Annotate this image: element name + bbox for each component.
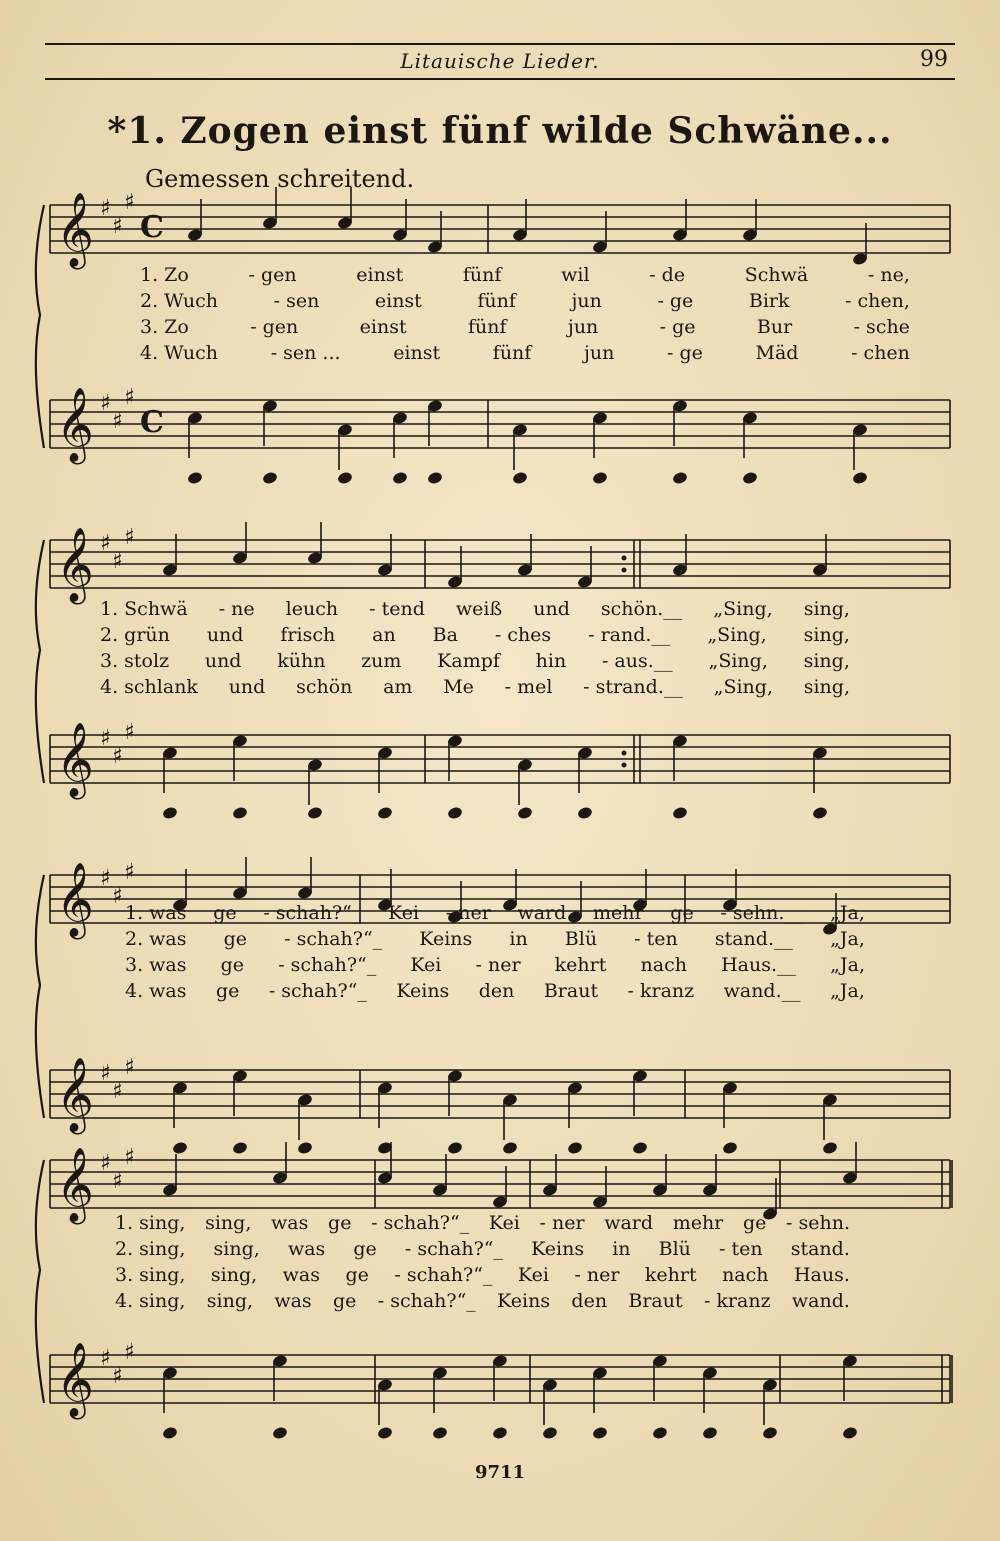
lyric-syllable: den (478, 980, 515, 1002)
lyric-syllable: „Sing, (713, 676, 773, 698)
sharp-icon: ♯ (100, 1061, 111, 1086)
lyric-syllable: - de (649, 264, 686, 286)
lyric-syllable: ge (328, 1212, 352, 1234)
song-title: *1. Zogen einst fünf wilde Schwäne... (107, 110, 893, 152)
verse-line-1 (100, 596, 850, 622)
lyric-syllable: - chen, (845, 290, 910, 312)
lyric-syllable: - strand.__ (583, 676, 683, 698)
lyric-syllable: Kei (388, 902, 420, 924)
lyric-syllable: was (287, 1238, 326, 1260)
system-brace (36, 1160, 44, 1403)
lyric-syllable: Blü (658, 1238, 691, 1260)
bass-note-head (672, 806, 689, 821)
lyric-syllable: jun (567, 316, 599, 338)
lyric-syllable: ge (215, 980, 240, 1002)
treble-clef-icon: 𝄞 (56, 193, 94, 267)
sharp-icon: ♯ (112, 1364, 123, 1389)
bass-note-head (492, 1426, 509, 1441)
lyric-syllable: sing, (803, 598, 850, 620)
sharp-icon: ♯ (124, 1145, 135, 1170)
lyric-syllable: 4. was (125, 980, 187, 1002)
bass-note-head (162, 1426, 179, 1441)
lyric-syllable: Birk (748, 290, 790, 312)
lyric-syllable: - tend (369, 598, 425, 620)
verse-line-4 (115, 1288, 850, 1314)
bass-note-head (432, 1426, 449, 1441)
lyric-syllable: Schwä (744, 264, 809, 286)
lyric-syllable: und (204, 650, 242, 672)
bass-note-head (232, 806, 249, 821)
lyric-syllable: - ne (218, 598, 255, 620)
sharp-icon: ♯ (124, 525, 135, 550)
lyric-syllable: in (612, 1238, 631, 1260)
lyric-syllable: und (228, 676, 266, 698)
lyric-syllable: sing, (210, 1264, 258, 1286)
lyric-syllable: und (206, 624, 244, 646)
lyric-syllable: nach (640, 954, 687, 976)
bass-note-head (577, 806, 594, 821)
sharp-icon: ♯ (100, 391, 111, 416)
lyric-syllable: zum (361, 650, 402, 672)
lyric-syllable: - kranz (627, 980, 695, 1002)
bass-note-head (512, 471, 529, 486)
lyric-syllable: ge (670, 902, 694, 924)
sharp-icon: ♯ (100, 1346, 111, 1371)
sharp-icon: ♯ (100, 726, 111, 751)
treble-clef-icon: 𝄞 (56, 1343, 94, 1417)
lyric-syllable: 3. stolz (100, 650, 170, 672)
sharp-icon: ♯ (112, 1169, 123, 1194)
treble-clef-icon: 𝄞 (56, 1148, 94, 1222)
voice-staff (50, 187, 950, 270)
lyric-syllable: - schah?“_ (377, 1290, 476, 1312)
lyric-syllable: ge (742, 1212, 767, 1234)
lyric-syllable: „Sing, (713, 598, 773, 620)
lyric-syllable: ge (345, 1264, 369, 1286)
lyric-syllable: - aus.__ (601, 650, 673, 672)
piano-staff (50, 720, 950, 820)
running-title: Litauische Lieder. (400, 49, 600, 73)
verse-line-2 (125, 926, 865, 952)
lyric-syllable: ge (220, 954, 245, 976)
piano-staff (50, 1340, 952, 1440)
bass-note-head (812, 806, 829, 821)
lyric-syllable: stand.__ (714, 928, 793, 950)
lyric-syllable: ward (517, 902, 567, 924)
lyric-syllable: schön.__ (600, 598, 683, 620)
bass-note-head (307, 806, 324, 821)
bass-note-head (852, 471, 869, 486)
lyric-syllable: „Ja, (830, 980, 865, 1002)
lyric-syllable: - sche (853, 316, 910, 338)
lyric-syllable: kehrt (644, 1264, 697, 1286)
bass-note-head (762, 1426, 779, 1441)
lyric-syllable: Blü (564, 928, 598, 950)
sharp-icon: ♯ (124, 1055, 135, 1080)
lyric-syllable: einst (374, 290, 422, 312)
lyric-syllable: ge (223, 928, 248, 950)
lyric-syllable: 2. Wuch (140, 290, 219, 312)
system-brace (36, 875, 44, 1118)
lyric-syllable: - ge (659, 316, 696, 338)
lyric-syllable: sing, (213, 1238, 260, 1260)
lyric-syllable: einst (393, 342, 441, 364)
lyric-syllable: in (509, 928, 528, 950)
lyric-syllable: Kampf (437, 650, 500, 672)
verse-line-3 (100, 648, 850, 674)
verse-line-3 (140, 314, 910, 340)
lyric-syllable: ge (353, 1238, 377, 1260)
lyric-syllable: - kranz (703, 1290, 771, 1312)
lyric-syllable: 3. Zo (140, 316, 189, 338)
lyric-syllable: Keins (419, 928, 473, 950)
lyric-syllable: - schah?“_ (404, 1238, 503, 1260)
lyric-syllable: den (571, 1290, 608, 1312)
bass-note-head (272, 1426, 289, 1441)
lyric-syllable: sing, (205, 1212, 252, 1234)
lyrics-system-3 (125, 900, 865, 1004)
lyric-syllable: frisch (280, 624, 336, 646)
lyric-syllable: „Ja, (830, 902, 865, 924)
lyric-syllable: „Ja, (830, 954, 865, 976)
bass-note-head (592, 471, 609, 486)
lyric-syllable: was (274, 1290, 312, 1312)
verse-line-4 (100, 674, 850, 700)
lyric-syllable: jun (571, 290, 602, 312)
sharp-icon: ♯ (124, 720, 135, 745)
lyric-syllable: - schah?“_ (284, 928, 383, 950)
bass-note-head (517, 806, 534, 821)
bass-note-head (542, 1426, 559, 1441)
lyric-syllable: - ches (494, 624, 552, 646)
bass-note-head (652, 1426, 669, 1441)
bass-note-head (447, 806, 464, 821)
verse-line-4 (140, 340, 910, 366)
lyric-syllable: 4. sing, (115, 1290, 186, 1312)
lyric-syllable: Haus.__ (721, 954, 797, 976)
sharp-icon: ♯ (124, 385, 135, 410)
bass-note-head (702, 1426, 719, 1441)
lyric-syllable: wand. (791, 1290, 850, 1312)
lyric-syllable: ge (213, 902, 237, 924)
lyric-syllable: mehr (593, 902, 644, 924)
system-brace (36, 205, 44, 448)
system-brace (36, 540, 44, 783)
sharp-icon: ♯ (124, 860, 135, 885)
lyric-syllable: - ge (657, 290, 694, 312)
treble-clef-icon: 𝄞 (56, 1058, 94, 1132)
lyric-syllable: wand.__ (723, 980, 801, 1002)
lyric-syllable: 3. sing, (115, 1264, 186, 1286)
lyric-syllable: jun (583, 342, 615, 364)
sharp-icon: ♯ (100, 531, 111, 556)
lyric-syllable: weiß (455, 598, 503, 620)
lyric-syllable: Braut (628, 1290, 683, 1312)
bass-note-head (377, 1426, 394, 1441)
lyric-syllable: kehrt (554, 954, 607, 976)
lyric-syllable: - schah?“_ (371, 1212, 470, 1234)
lyric-syllable: - mel (504, 676, 553, 698)
lyric-syllable: was (282, 1264, 320, 1286)
lyric-syllable: 2. was (125, 928, 187, 950)
lyric-syllable: kühn (277, 650, 326, 672)
verse-line-3 (125, 952, 865, 978)
sharp-icon: ♯ (100, 1151, 111, 1176)
lyric-syllable: Kei (517, 1264, 549, 1286)
lyric-syllable: an (372, 624, 396, 646)
piano-staff (50, 385, 950, 485)
lyric-syllable: einst (356, 264, 404, 286)
lyric-syllable: fünf (477, 290, 516, 312)
lyric-syllable: - sehn. (786, 1212, 850, 1234)
verse-line-2 (115, 1236, 850, 1262)
bass-note-head (592, 1426, 609, 1441)
bass-note-head (392, 471, 409, 486)
lyric-syllable: - ten (719, 1238, 763, 1260)
lyric-syllable: 2. grün (100, 624, 170, 646)
header-rule-bottom (45, 78, 955, 80)
treble-clef-icon: 𝄞 (56, 388, 94, 462)
lyric-syllable: leuch (285, 598, 339, 620)
lyric-syllable: 1. was (125, 902, 187, 924)
bass-note-head (187, 471, 204, 486)
lyric-syllable: - ne, (867, 264, 910, 286)
sharp-icon: ♯ (112, 744, 123, 769)
lyrics-system-2 (100, 596, 850, 700)
sharp-icon: ♯ (112, 409, 123, 434)
lyric-syllable: - schah?“_ (268, 980, 367, 1002)
lyric-syllable: - schah?“_ (263, 902, 362, 924)
lyric-syllable: 3. was (125, 954, 187, 976)
lyric-syllable: - ner (445, 902, 491, 924)
voice-staff (50, 522, 950, 605)
lyric-syllable: sing, (206, 1290, 254, 1312)
lyric-syllable: Braut (543, 980, 599, 1002)
treble-clef-icon: 𝄞 (56, 863, 94, 937)
sharp-icon: ♯ (112, 884, 123, 909)
sharp-icon: ♯ (112, 1079, 123, 1104)
lyric-syllable: Ba (432, 624, 458, 646)
lyric-syllable: Me (443, 676, 474, 698)
lyric-syllable: Keins (497, 1290, 551, 1312)
plate-number: 9711 (474, 1462, 526, 1483)
lyric-syllable: hin (535, 650, 567, 672)
lyric-syllable: sing, (803, 650, 850, 672)
lyric-syllable: fünf (462, 264, 502, 286)
bass-note-head (377, 806, 394, 821)
lyric-syllable: fünf (492, 342, 532, 364)
lyric-syllable: - gen (248, 264, 297, 286)
lyric-syllable: und (533, 598, 570, 620)
lyric-syllable: Kei (488, 1212, 520, 1234)
bass-note-head (337, 471, 354, 486)
lyric-syllable: einst (359, 316, 407, 338)
verse-line-1 (140, 262, 910, 288)
common-time-icon: C (140, 405, 164, 440)
page-number: 99 (920, 47, 948, 72)
bass-note-head (672, 471, 689, 486)
lyric-syllable: Mäd (755, 342, 799, 364)
sharp-icon: ♯ (112, 214, 123, 239)
treble-clef-icon: 𝄞 (56, 723, 94, 797)
lyric-syllable: „Sing, (707, 624, 767, 646)
lyric-syllable: Bur (756, 316, 793, 338)
verse-line-1 (125, 900, 865, 926)
lyric-syllable: 1. Zo (140, 264, 189, 286)
sharp-icon: ♯ (100, 196, 111, 221)
lyric-syllable: 1. sing, (115, 1212, 186, 1234)
lyric-syllable: am (383, 676, 413, 698)
lyric-syllable: sing, (803, 676, 850, 698)
lyric-syllable: Haus. (793, 1264, 850, 1286)
lyric-syllable: - chen (851, 342, 910, 364)
lyric-syllable: - sehn.__ (720, 902, 804, 924)
system-3 (0, 845, 1000, 1175)
lyric-syllable: Keins (396, 980, 450, 1002)
sharp-icon: ♯ (124, 1340, 135, 1365)
lyric-syllable: - sen (273, 290, 320, 312)
lyric-syllable: stand. (790, 1238, 850, 1260)
lyric-syllable: - rand.__ (588, 624, 671, 646)
lyric-syllable: - schah?“_ (278, 954, 377, 976)
lyric-syllable: „Ja, (830, 928, 865, 950)
lyric-syllable: 2. sing, (115, 1238, 186, 1260)
treble-clef-icon: 𝄞 (56, 528, 94, 602)
lyric-syllable: Kei (410, 954, 442, 976)
lyric-syllable: - ten (634, 928, 678, 950)
header-rule-top (45, 43, 955, 45)
sharp-icon: ♯ (112, 549, 123, 574)
lyric-syllable: sing, (803, 624, 850, 646)
lyric-syllable: „Sing, (708, 650, 768, 672)
bass-note-head (742, 471, 759, 486)
lyric-syllable: - ner (475, 954, 521, 976)
bass-note-head (427, 471, 444, 486)
bass-note-head (262, 471, 279, 486)
lyric-syllable: - ner (539, 1212, 585, 1234)
verse-line-3 (115, 1262, 850, 1288)
lyric-syllable: nach (722, 1264, 769, 1286)
verse-line-2 (100, 622, 850, 648)
lyric-syllable: 1. Schwä (100, 598, 188, 620)
lyric-syllable: 4. schlank (100, 676, 198, 698)
lyric-syllable: - schah?“_ (394, 1264, 493, 1286)
bass-note-head (162, 806, 179, 821)
common-time-icon: C (140, 210, 164, 245)
verse-line-4 (125, 978, 865, 1004)
lyric-syllable: mehr (672, 1212, 724, 1234)
lyric-syllable: - ge (666, 342, 703, 364)
bass-note-head (842, 1426, 859, 1441)
sharp-icon: ♯ (124, 190, 135, 215)
lyric-syllable: Keins (531, 1238, 585, 1260)
lyric-syllable: was (271, 1212, 309, 1234)
tempo-marking: Gemessen schreitend. (145, 165, 415, 193)
lyrics-system-1 (140, 262, 910, 366)
lyric-syllable: - sen ... (270, 342, 341, 364)
sharp-icon: ♯ (100, 866, 111, 891)
lyric-syllable: ward (604, 1212, 654, 1234)
verse-line-1 (115, 1210, 850, 1236)
lyric-syllable: - gen (250, 316, 299, 338)
lyric-syllable: - ner (574, 1264, 620, 1286)
lyric-syllable: 4. Wuch (140, 342, 219, 364)
lyric-syllable: schön (296, 676, 353, 698)
lyric-syllable: wil (561, 264, 590, 286)
verse-line-2 (140, 288, 910, 314)
lyrics-system-4 (115, 1210, 850, 1314)
lyric-syllable: fünf (468, 316, 507, 338)
lyric-syllable: ge (333, 1290, 357, 1312)
